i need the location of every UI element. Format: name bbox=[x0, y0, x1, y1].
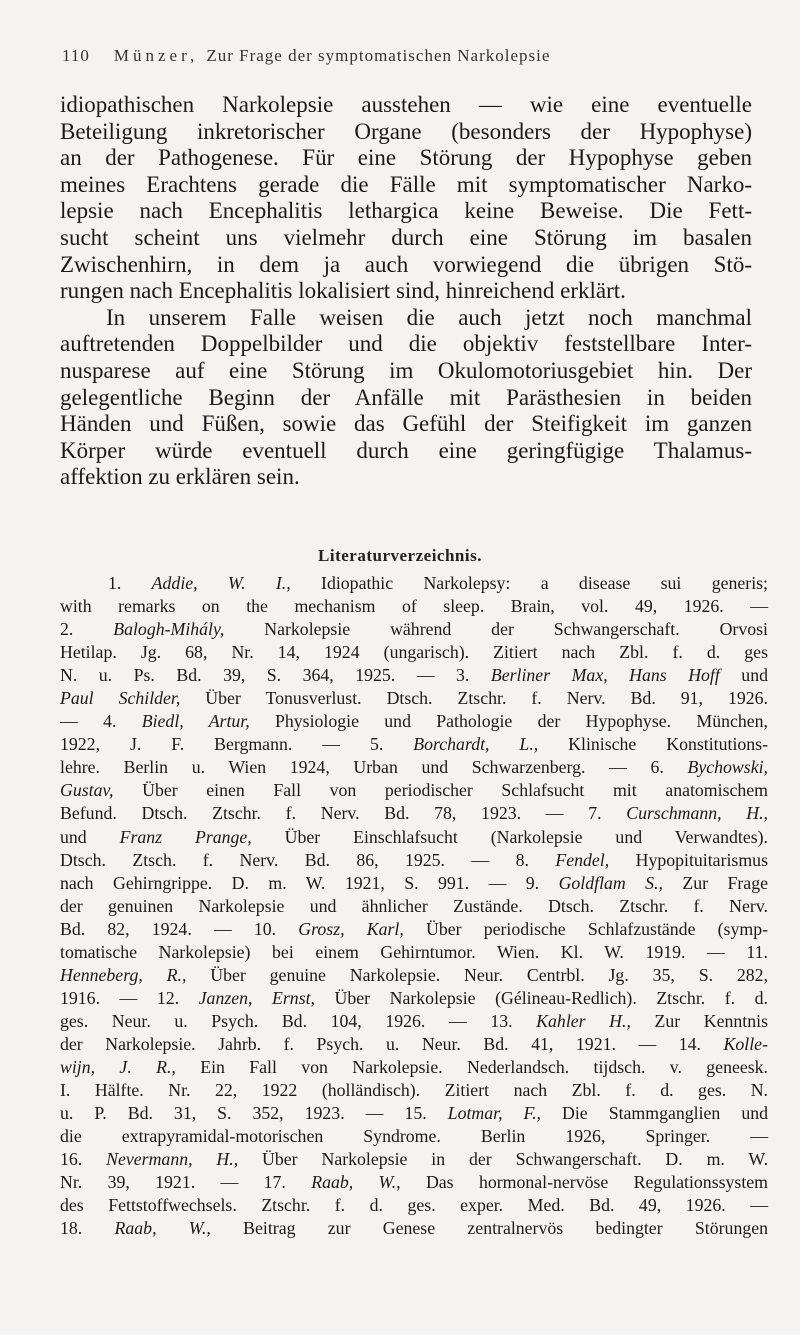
bibliography-line bbox=[60, 826, 768, 849]
citation-author: Bychowski, bbox=[687, 757, 768, 778]
citation-author: Biedl, Artur, bbox=[141, 711, 250, 732]
bibliography-line bbox=[60, 1171, 768, 1194]
bibliography-line bbox=[60, 987, 768, 1010]
bibliography-line bbox=[60, 918, 768, 941]
citation-text: Beitrag zur Genese zentralnervös bedingter Störungen bbox=[210, 1218, 769, 1239]
citation-text: Idiopathic Narkolepsy: a disease sui generis; bbox=[290, 573, 768, 593]
citation-text: Über Tonusverlust. Dtsch. Ztschr. f. Nerv. Bd. 91, 1926. bbox=[180, 688, 768, 709]
bibliography-line bbox=[60, 1148, 768, 1171]
citation-author: Curschmann, H., bbox=[626, 803, 769, 824]
citation-text: Die Stammganglien und bbox=[541, 1103, 769, 1124]
header-title: Zur Frage der symptomatischen Narkolepsie bbox=[206, 46, 551, 65]
citation-text: Über Einschlafsucht (Narkolepsie und Verwandtes). bbox=[251, 826, 769, 847]
body-line: In unserem Falle weisen die auch jetzt noch manchmal bbox=[106, 304, 752, 330]
citation-text: Zur Kenntnis bbox=[630, 1010, 768, 1031]
body-line: Händen und Füßen, sowie das Gefühl der Steifigkeit im ganzen bbox=[60, 411, 752, 437]
citation-text: Hypopituitarismus bbox=[609, 849, 768, 870]
bibliography-line bbox=[60, 895, 768, 918]
bibliography-line bbox=[60, 1125, 768, 1148]
citation-text: u. P. Bd. 31, S. 352, 1923. — 15. bbox=[60, 1103, 448, 1124]
citation-text: Hetilap. Jg. 68, Nr. 14, 1924 (ungarisch). Zitiert nach Zbl. f. d. ges bbox=[60, 642, 768, 663]
citation-text: Bd. 82, 1924. — 10. bbox=[60, 918, 299, 939]
citation-text: 1. bbox=[108, 573, 152, 593]
citation-text: Über Narkolepsie (Gélineau-Redlich). Ztschr. f. d. bbox=[315, 987, 768, 1008]
citation-text: und bbox=[60, 826, 120, 847]
citation-text: Über Narkolepsie in der Schwangerschaft. D. m. W. bbox=[238, 1149, 769, 1170]
citation-text: die extrapyramidal-motorischen Syndrome. Berlin 1926, Springer. — bbox=[60, 1126, 768, 1147]
bibliography-heading: Literaturverzeichnis. bbox=[318, 546, 482, 565]
citation-text: with remarks on the mechanism of sleep. Brain, vol. 49, 1926. — bbox=[60, 596, 768, 617]
citation-text: und bbox=[719, 665, 768, 686]
citation-text: — 4. bbox=[60, 711, 142, 732]
page-number: 110 bbox=[62, 46, 90, 65]
citation-author: Fendel, bbox=[555, 849, 610, 870]
citation-author: Paul Schilder, bbox=[60, 688, 181, 709]
bibliography-line bbox=[60, 941, 768, 964]
bibliography-line bbox=[60, 572, 768, 595]
body-line: nusparese auf eine Störung im Okulomotoriusgebiet hin. Der bbox=[60, 357, 752, 383]
citation-author: Addie, W. I., bbox=[151, 573, 291, 593]
bibliography-line bbox=[60, 756, 768, 779]
bibliography-line bbox=[60, 1033, 768, 1056]
citation-text: Zur Frage bbox=[662, 872, 768, 893]
bibliography-line bbox=[60, 1056, 768, 1079]
header-author: Münzer, bbox=[113, 46, 199, 65]
bibliography-line bbox=[60, 779, 768, 802]
citation-author: Balogh-Mihály, bbox=[113, 619, 225, 640]
bibliography-line bbox=[60, 1079, 768, 1102]
bibliography-line bbox=[60, 964, 768, 987]
bibliography-line bbox=[60, 1010, 768, 1033]
citation-text: I. Hälfte. Nr. 22, 1922 (holländisch). Zitiert nach Zbl. f. d. ges. N. bbox=[60, 1080, 768, 1101]
bibliography-line bbox=[60, 802, 768, 825]
citation-text: 1922, J. F. Bergmann. — 5. bbox=[60, 734, 414, 755]
bibliography-line bbox=[60, 710, 768, 733]
bibliography-line bbox=[60, 664, 768, 687]
citation-text: nach Gehirngrippe. D. m. W. 1921, S. 991. — 9. bbox=[60, 872, 559, 893]
bibliography-line bbox=[60, 641, 768, 664]
running-head bbox=[62, 46, 702, 66]
body-line: gelegentliche Beginn der Anfälle mit Parästhesien in beiden bbox=[60, 384, 752, 410]
citation-text: Über genuine Narkolepsie. Neur. Centrbl. Jg. 35, S. 282, bbox=[186, 964, 769, 985]
citation-author: Berliner Max, Hans Hoff bbox=[490, 665, 720, 686]
citation-author: Kahler H., bbox=[536, 1010, 631, 1031]
bibliography-line bbox=[60, 618, 768, 641]
body-line: idiopathischen Narkolepsie ausstehen — wie eine eventuelle bbox=[60, 92, 752, 117]
citation-author: Gustav, bbox=[60, 780, 114, 801]
citation-author: Janzen, Ernst, bbox=[198, 987, 315, 1008]
citation-author: Raab, W., bbox=[114, 1218, 211, 1239]
citation-text: 2. bbox=[60, 619, 114, 640]
citation-text: Klinische Konstitutions- bbox=[538, 734, 769, 755]
body-line: Körper würde eventuell durch eine geringfügige Thalamus- bbox=[60, 437, 752, 463]
citation-text: der Narkolepsie. Jahrb. f. Psych. u. Neur. Bd. 41, 1921. — 14. bbox=[60, 1033, 724, 1054]
citation-text: Befund. Dtsch. Ztschr. f. Nerv. Bd. 78, 1923. — 7. bbox=[60, 803, 627, 824]
body-line: rungen nach Encephalitis lokalisiert sind, hinreichend erklärt. bbox=[60, 278, 626, 304]
bibliography-line bbox=[60, 1217, 768, 1240]
citation-text: ges. Neur. u. Psych. Bd. 104, 1926. — 13. bbox=[60, 1010, 537, 1031]
citation-text: 1916. — 12. bbox=[60, 987, 199, 1008]
bibliography-line bbox=[60, 849, 768, 872]
citation-text: Dtsch. Ztsch. f. Nerv. Bd. 86, 1925. — 8. bbox=[60, 849, 556, 870]
body-line: auftretenden Doppelbilder und die objektiv feststellbare Inter- bbox=[60, 331, 752, 357]
body-line: meines Erachtens gerade die Fälle mit symptomatischer Narko- bbox=[60, 171, 752, 197]
citation-author: Borchardt, L., bbox=[413, 734, 539, 755]
citation-author: Nevermann, H., bbox=[106, 1149, 239, 1170]
citation-text: Physiologie und Pathologie der Hypophyse. München, bbox=[249, 711, 768, 732]
citation-text: 16. bbox=[60, 1149, 107, 1170]
citation-text: tomatische Narkolepsie) bei einem Gehirntumor. Wien. Kl. W. 1919. — 11. bbox=[60, 941, 768, 962]
citation-text: Ein Fall von Narkolepsie. Nederlandsch. tijdsch. v. geneesk. bbox=[175, 1056, 768, 1077]
bibliography-line bbox=[60, 595, 768, 618]
bibliography-line bbox=[60, 872, 768, 895]
bibliography-line bbox=[60, 687, 768, 710]
bibliography-list bbox=[60, 572, 768, 1240]
citation-text: der genuinen Narkolepsie und ähnlicher Zustände. Dtsch. Ztschr. f. Nerv. bbox=[60, 895, 768, 916]
body-text bbox=[60, 92, 752, 491]
citation-author: wijn, J. R., bbox=[60, 1056, 176, 1077]
citation-text: Das hormonal-nervöse Regulationssystem bbox=[400, 1172, 769, 1193]
citation-text: Nr. 39, 1921. — 17. bbox=[60, 1172, 312, 1193]
citation-text: 18. bbox=[60, 1218, 115, 1239]
bibliography-line bbox=[60, 1194, 768, 1217]
body-line: Beteiligung inkretorischer Organe (besonders der Hypophyse) bbox=[60, 118, 752, 144]
citation-text: lehre. Berlin u. Wien 1924, Urban und Schwarzenberg. — 6. bbox=[60, 757, 688, 778]
body-line: Zwischenhirn, in dem ja auch vorwiegend die übrigen Stö- bbox=[60, 251, 752, 277]
citation-author: Henneberg, R., bbox=[60, 964, 187, 985]
citation-text: Narkolepsie während der Schwangerschaft. Orvosi bbox=[224, 619, 768, 640]
citation-author: Kolle- bbox=[723, 1033, 768, 1054]
body-line: affektion zu erklären sein. bbox=[60, 464, 300, 490]
body-line: an der Pathogenese. Für eine Störung der Hypophyse geben bbox=[60, 145, 752, 171]
citation-text: Über periodische Schlafzustände (symp- bbox=[403, 918, 769, 939]
citation-text: N. u. Ps. Bd. 39, S. 364, 1925. — 3. bbox=[60, 665, 491, 686]
citation-author: Raab, W., bbox=[311, 1172, 401, 1193]
citation-author: Goldflam S., bbox=[558, 872, 663, 893]
bibliography-line bbox=[60, 733, 768, 756]
body-line: lepsie nach Encephalitis lethargica keine Beweise. Die Fett- bbox=[60, 198, 752, 224]
citation-text: Über einen Fall von periodischer Schlafsucht mit anatomischem bbox=[113, 780, 768, 801]
citation-author: Grosz, Karl, bbox=[298, 918, 404, 939]
citation-author: Franz Prange, bbox=[119, 826, 252, 847]
citation-author: Lotmar, F., bbox=[447, 1103, 542, 1124]
bibliography-line bbox=[60, 1102, 768, 1125]
body-line: sucht scheint uns vielmehr durch eine Störung im basalen bbox=[60, 224, 752, 250]
citation-text: des Fettstoffwechsels. Ztschr. f. d. ges. exper. Med. Bd. 49, 1926. — bbox=[60, 1195, 768, 1216]
